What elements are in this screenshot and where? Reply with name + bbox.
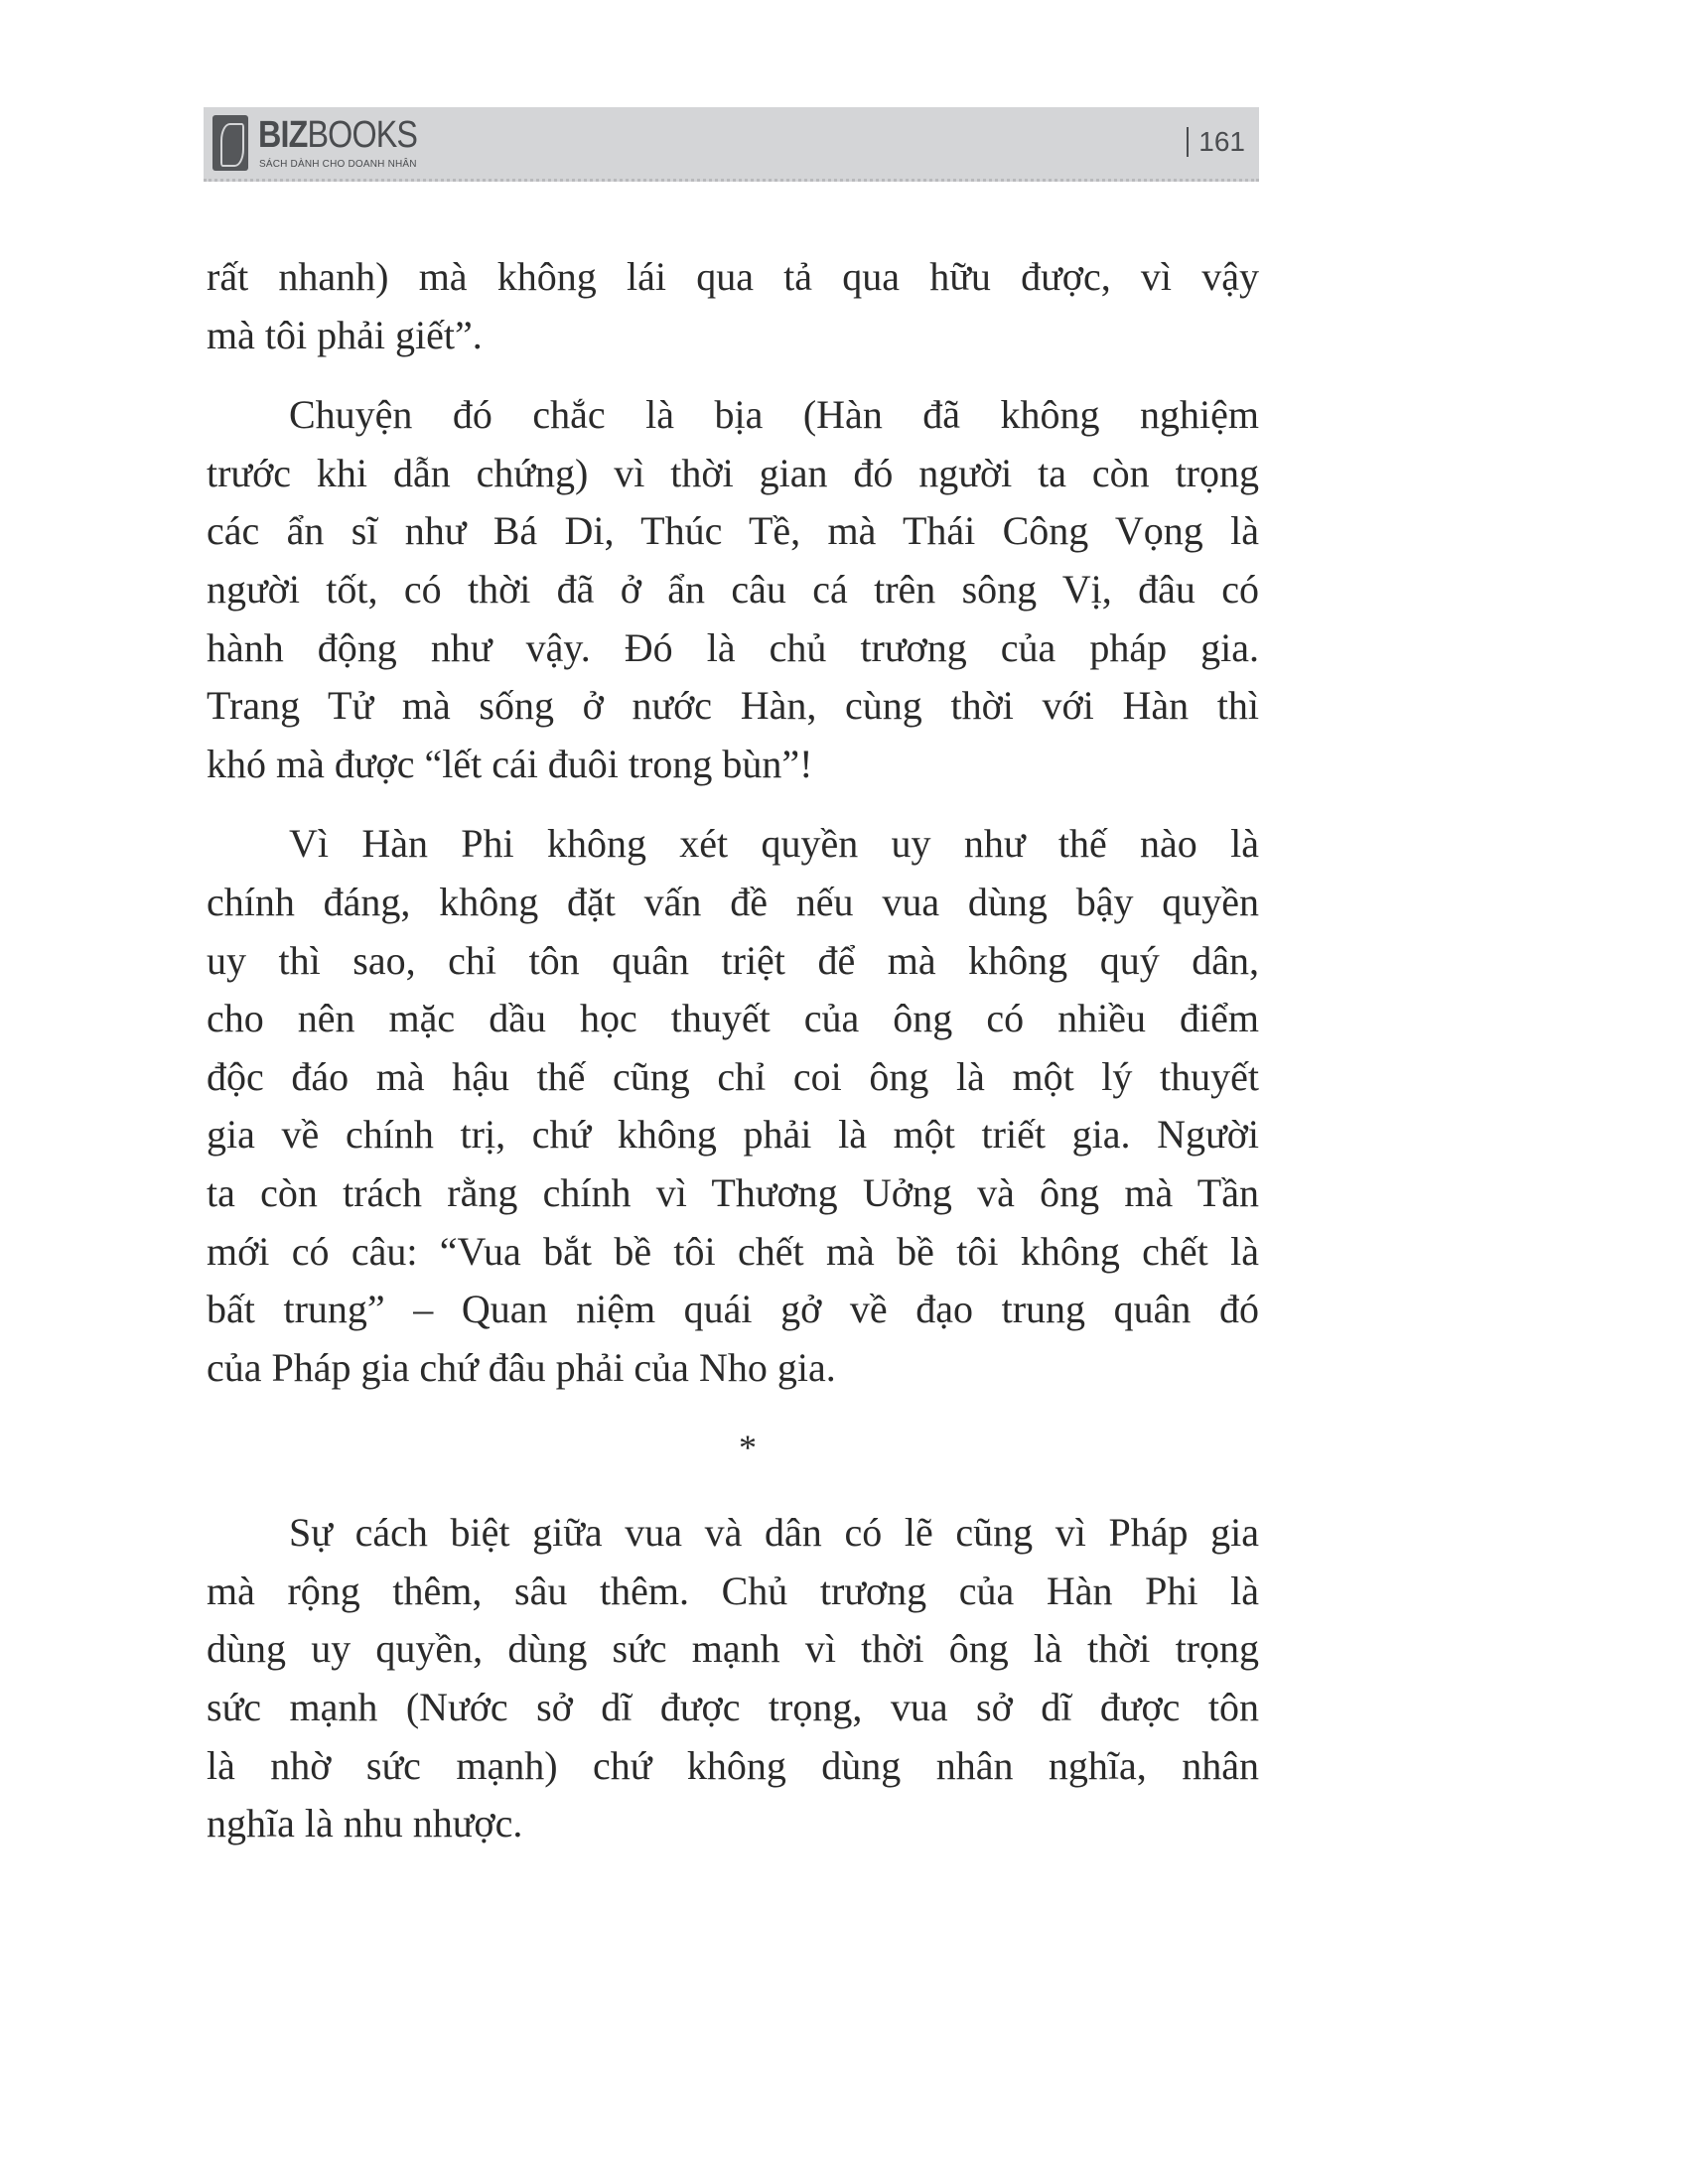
text-line: sức mạnh (Nước sở dĩ được trọng, vua sở dĩ được tôn <box>207 1685 1259 1730</box>
page-number: 161 <box>1187 127 1245 157</box>
text-line: nghĩa là nhu nhược. <box>207 1801 523 1846</box>
text-line: của Pháp gia chứ đâu phải của Nho gia. <box>207 1344 836 1390</box>
brand-light: BOOKS <box>307 114 418 156</box>
text-line: hành động như vậy. Đó là chủ trương của pháp gia. <box>207 624 1259 670</box>
text-line: chính đáng, không đặt vấn đề nếu vua dùng bậy quyền <box>207 879 1259 924</box>
text-line: các ẩn sĩ như Bá Di, Thúc Tề, mà Thái Công Vọng là <box>207 508 1259 554</box>
text-line: ta còn trách rằng chính vì Thương Uởng và ông mà Tần <box>207 1169 1259 1215</box>
text-line: trước khi dẫn chứng) vì thời gian đó người ta còn trọng <box>207 450 1259 495</box>
text-line: là nhờ sức mạnh) chứ không dùng nhân nghĩa, nhân <box>207 1742 1259 1788</box>
text-line: độc đáo mà hậu thế cũng chỉ coi ông là một lý thuyết <box>207 1053 1259 1099</box>
section-separator: * <box>739 1428 757 1468</box>
page-header <box>204 107 1259 182</box>
brand-bold: BIZ <box>258 114 308 156</box>
text-line: rất nhanh) mà không lái qua tả qua hữu được, vì vậy <box>207 254 1259 299</box>
paragraph <box>207 815 1259 1397</box>
page-body <box>207 248 1259 1875</box>
brand-name <box>258 115 417 155</box>
text-line: mà tôi phải giết”. <box>207 312 483 357</box>
text-line: Vì Hàn Phi không xét quyền uy như thế nào là <box>289 821 1259 867</box>
bizbooks-logo-icon <box>212 115 248 171</box>
brand-tagline: SÁCH DÀNH CHO DOANH NHÂN <box>259 159 417 170</box>
text-line: người tốt, có thời đã ở ẩn câu cá trên sông Vị, đâu có <box>207 566 1259 612</box>
paragraph <box>207 1504 1259 1853</box>
text-line: dùng uy quyền, dùng sức mạnh vì thời ông là thời trọng <box>207 1626 1259 1672</box>
text-line: mà rộng thêm, sâu thêm. Chủ trương của Hàn Phi là <box>207 1568 1259 1613</box>
text-line: bất trung” – Quan niệm quái gở về đạo trung quân đó <box>207 1287 1259 1332</box>
text-line: Trang Tử mà sống ở nước Hàn, cùng thời với Hàn thì <box>207 683 1259 729</box>
text-line: gia về chính trị, chứ không phải là một triết gia. Người <box>207 1112 1259 1158</box>
text-line: Sự cách biệt giữa vua và dân có lẽ cũng vì Pháp gia <box>289 1510 1259 1556</box>
text-line: Chuyện đó chắc là bịa (Hàn đã không nghiệm <box>289 392 1259 438</box>
text-line: khó mà được “lết cái đuôi trong bùn”! <box>207 741 813 786</box>
text-line: mới có câu: “Vua bắt bề tôi chết mà bề tôi không chết là <box>207 1228 1259 1274</box>
paragraph <box>207 386 1259 793</box>
text-line: cho nên mặc dầu học thuyết của ông có nhiều điểm <box>207 996 1259 1041</box>
paragraph <box>207 248 1259 364</box>
text-line: uy thì sao, chỉ tôn quân triệt để mà không quý dân, <box>207 937 1259 983</box>
